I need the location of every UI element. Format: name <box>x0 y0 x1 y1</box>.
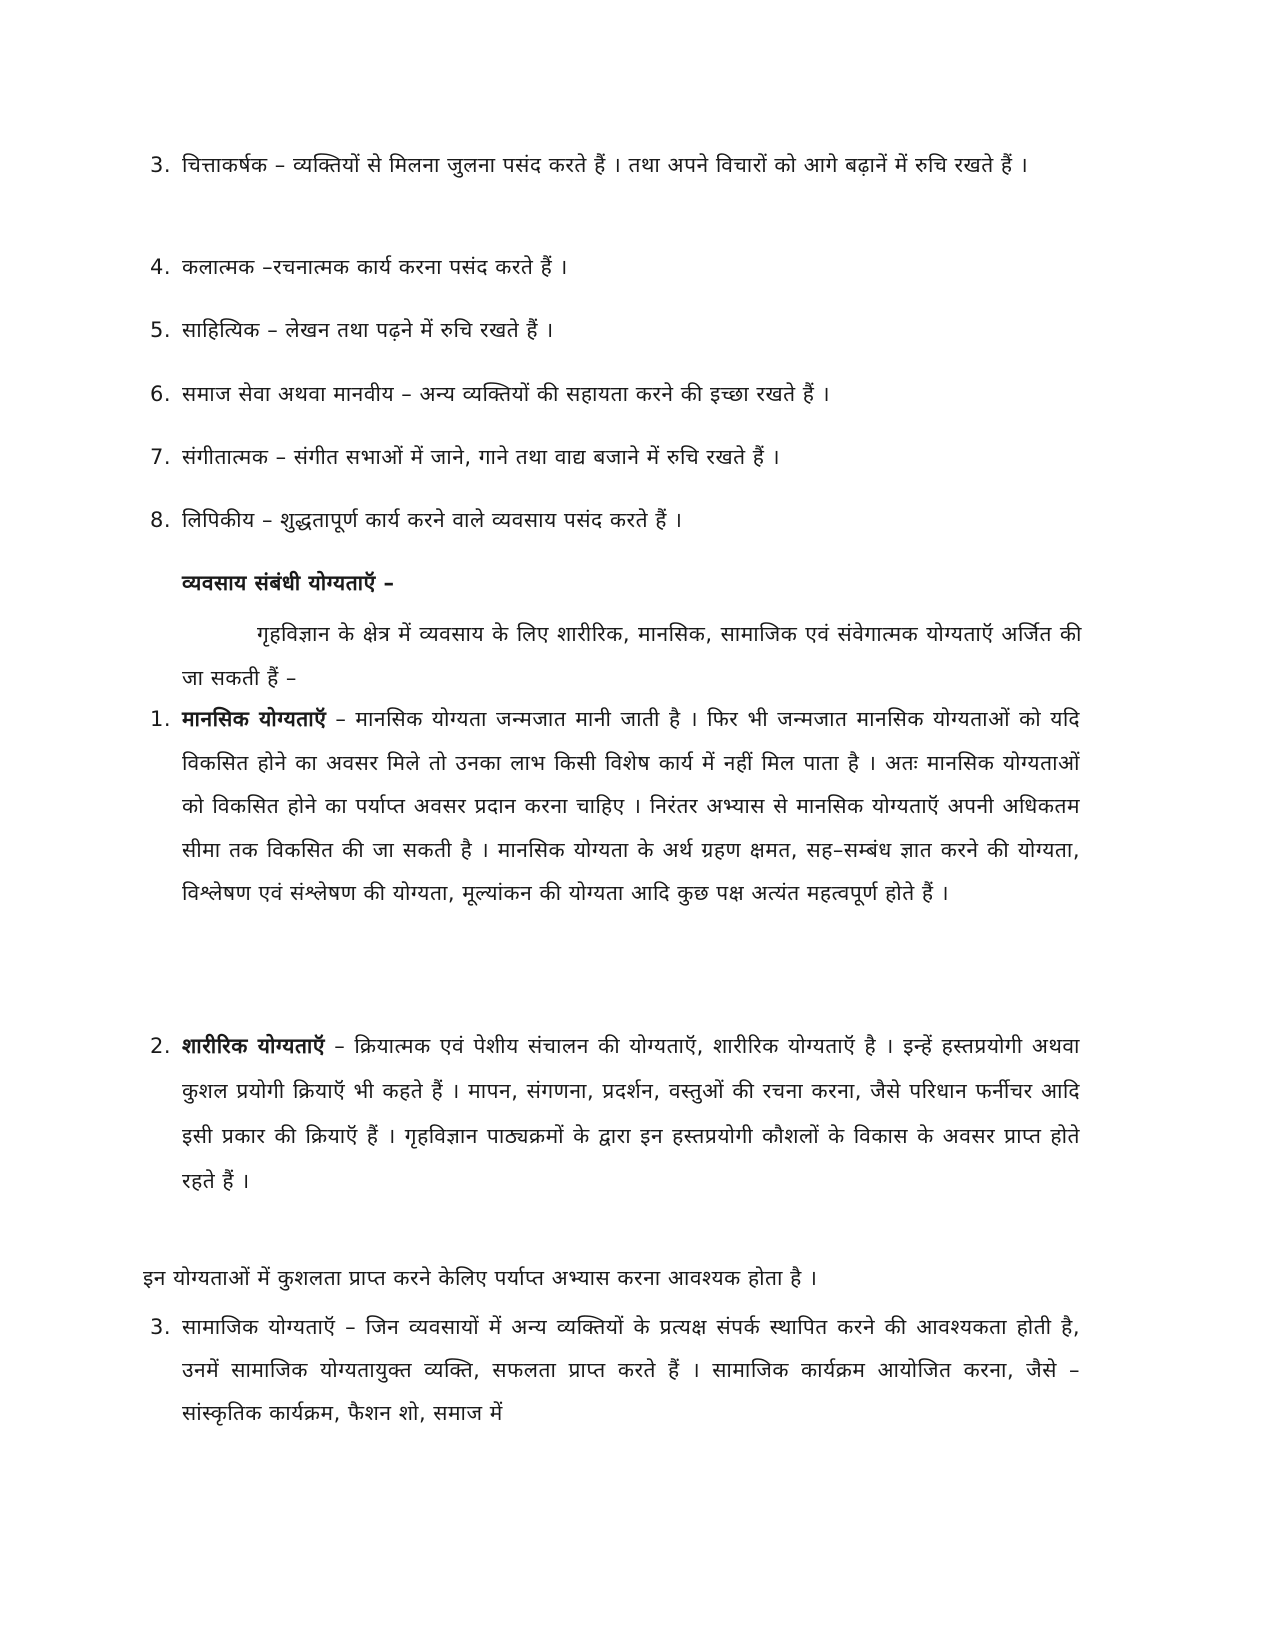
list-item <box>150 252 1080 282</box>
item-text: कलात्मक –रचनात्मक कार्य करना पसंद करते हैं । <box>182 255 568 279</box>
list-item <box>150 315 1080 345</box>
item-text: साहित्यिक – लेखन तथा पढ़ने में रुचि रखते हैं । <box>182 318 554 342</box>
item-number: 7. <box>150 445 172 469</box>
list-item <box>150 442 1080 472</box>
intro-paragraph: गृहविज्ञान के क्षेत्र में व्यवसाय के लिए शारीरिक, मानसिक, सामाजिक एवं संवेगात्मक योग्यताऍ अर्जित की जा सकती हैं – <box>182 622 1082 690</box>
item-number: 3. <box>150 153 172 177</box>
ability-item-physical <box>150 1024 1080 1204</box>
item-number: 3. <box>150 1315 172 1339</box>
item-number: 1. <box>150 707 172 731</box>
ability-term: शारीरिक योग्यताऍ <box>182 1034 325 1058</box>
list-item <box>150 505 1080 535</box>
item-text: सामाजिक योग्यताऍ – जिन व्यवसायों में अन्य व्यक्तियों के प्रत्यक्ष संपर्क स्थापित करने की आवश्यकता होती है, उनमें सामाजिक योग्यतायुक्त व्यक्ति, सफलता प्राप्त करते हैं । सामाजिक कार्यक्रम आयोजित करना, जैसे – सांस्कृतिक कार्यक्रम, फैशन शो, समाज में <box>182 1315 1080 1425</box>
item-number: 5. <box>150 318 172 342</box>
section-heading: व्यवसाय संबंधी योग्यताऍ – <box>182 571 395 595</box>
item-text: समाज सेवा अथवा मानवीय – अन्य व्यक्तियों की सहायता करने की इच्छा रखते हैं । <box>182 382 831 406</box>
item-number: 6. <box>150 382 172 406</box>
list-item <box>150 379 1080 409</box>
ability-description: – मानसिक योग्यता जन्मजात मानी जाती है । फिर भी जन्मजात मानसिक योग्यताओं को यदि विकसित होने का अवसर मिले तो उनका लाभ किसी विशेष कार्य में नहीं मिल पाता है । अतः मानसिक योग्यताओं को विकसित होने का पर्याप्त अवसर प्रदान करना चाहिए । निरंतर अभ्यास से मानसिक योग्यताऍ अपनी अधिकतम सीमा तक विकसित की जा सकती है । मानसिक योग्यता के अर्थ ग्रहण क्षमत, सह–सम्बंध ज्ञात करने की योग्यता, विश्लेषण एवं संश्लेषण की योग्यता, मूल्यांकन की योग्यता आदि कुछ पक्ष अत्यंत महत्वपूर्ण होते हैं । <box>182 707 1080 905</box>
item-number: 4. <box>150 255 172 279</box>
ability-term: मानसिक योग्यताऍ <box>182 707 327 731</box>
ability-item-social <box>150 1306 1080 1435</box>
ability-description: – क्रियात्मक एवं पेशीय संचालन की योग्यताऍ, शारीरिक योग्यताऍ है । इन्हें हस्तप्रयोगी अथवा कुशल प्रयोगी क्रियाऍ भी कहते हैं । मापन, संगणना, प्रदर्शन, वस्तुओं की रचना करना, जैसे परिधान फर्नीचर आदि इसी प्रकार की क्रियाऍ हैं । गृहविज्ञान पाठ्यक्रमों के द्वारा इन हस्तप्रयोगी कौशलों के विकास के अवसर प्राप्त होते रहते हैं । <box>182 1034 1080 1193</box>
item-text <box>182 1024 1080 1204</box>
item-number: 2. <box>150 1034 172 1058</box>
ability-item-mental <box>150 698 1080 916</box>
item-text: संगीतात्मक – संगीत सभाओं में जाने, गाने तथा वाद्य बजाने में रुचि रखते हैं । <box>182 445 781 469</box>
item-number: 8. <box>150 508 172 532</box>
item-text: लिपिकीय – शुद्धतापूर्ण कार्य करने वाले व्यवसाय पसंद करते हैं । <box>182 508 683 532</box>
item-text: चित्ताकर्षक – व्यक्तियों से मिलना जुलना पसंद करते हैं । तथा अपने विचारों को आगे बढ़ानें में रुचि रखते हैं । <box>182 153 1029 177</box>
item-text <box>182 698 1080 916</box>
list-item <box>150 142 1080 188</box>
note-paragraph: इन योग्यताओं में कुशलता प्राप्त करने केलिए पर्याप्त अभ्यास करना आवश्यक होता है । <box>143 1266 818 1290</box>
